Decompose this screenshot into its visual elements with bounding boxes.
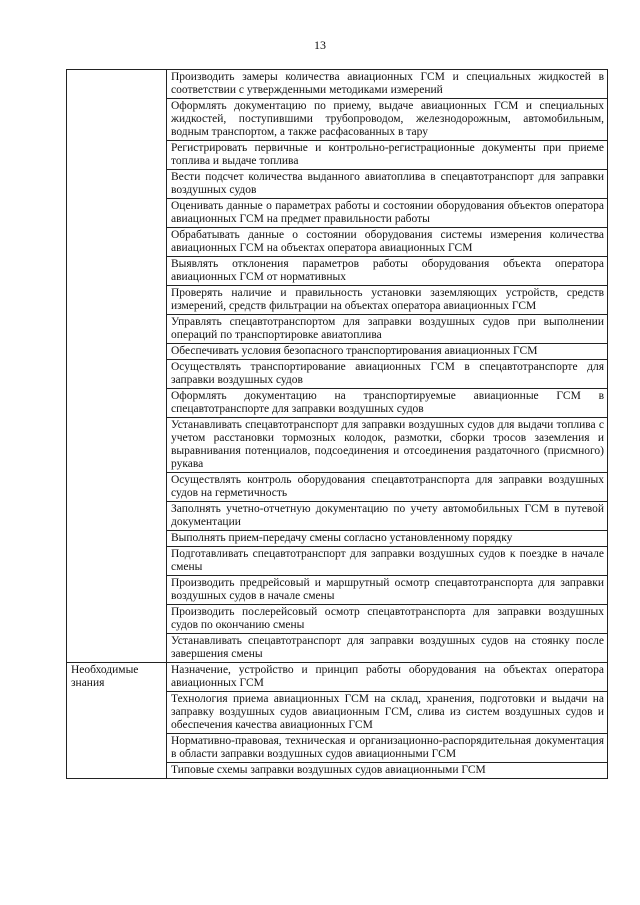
requirement-cell: Устанавливать спецавтотранспорт для заправки воздушных судов на стоянку после завершения смены	[167, 634, 608, 663]
requirement-cell: Оформлять документацию на транспортируемые авиационные ГСМ в спецавтотранспорте для заправки воздушных судов	[167, 389, 608, 418]
requirement-cell: Производить предрейсовый и маршрутный осмотр спецавтотранспорта для заправки воздушных судов в начале смены	[167, 576, 608, 605]
requirement-cell: Назначение, устройство и принцип работы оборудования на объектах оператора авиационных ГСМ	[167, 663, 608, 692]
requirement-cell: Управлять спецавтотранспортом для заправки воздушных судов при выполнении операций по транспортировке авиатоплива	[167, 315, 608, 344]
competency-table	[66, 69, 608, 779]
requirement-cell: Устанавливать спецавтотранспорт для заправки воздушных судов для выдачи топлива с учетом расстановки тормозных колодок, размотки, сборки тросов заземления и выравнивания потенциалов, подсоединения и отсоединения раздаточного (присмного) рукава	[167, 418, 608, 473]
requirement-cell: Выполнять прием-передачу смены согласно установленному порядку	[167, 531, 608, 547]
requirement-cell: Осуществлять транспортирование авиационных ГСМ в спецавтотранспорте для заправки воздушных судов	[167, 360, 608, 389]
requirement-cell: Проверять наличие и правильность установки заземляющих устройств, средств измерений, средств фильтрации на объектах оператора авиационных ГСМ	[167, 286, 608, 315]
requirement-cell: Подготавливать спецавтотранспорт для заправки воздушных судов к поездке в начале смены	[167, 547, 608, 576]
requirement-cell: Вести подсчет количества выданного авиатоплива в спецавтотранспорт для заправки воздушных судов	[167, 170, 608, 199]
section-label-cell: Необходимые знания	[67, 663, 167, 779]
table-row	[67, 663, 608, 692]
requirement-cell: Обрабатывать данные о состоянии оборудования системы измерения количества авиационных ГСМ на объектах оператора авиационных ГСМ	[167, 228, 608, 257]
requirement-cell: Оценивать данные о параметрах работы и состоянии оборудования объектов оператора авиационных ГСМ на предмет правильности работы	[167, 199, 608, 228]
page-number: 13	[314, 38, 326, 52]
requirement-cell: Оформлять документацию по приему, выдаче авиационных ГСМ и специальных жидкостей, поступившими трубопроводом, железнодорожным, автомобильным, водным транспортом, а также расфасованных в тару	[167, 99, 608, 141]
requirement-cell: Производить послерейсовый осмотр спецавтотранспорта для заправки воздушных судов по окончанию смены	[167, 605, 608, 634]
requirement-cell: Осуществлять контроль оборудования спецавтотранспорта для заправки воздушных судов на герметичность	[167, 473, 608, 502]
table-body	[67, 70, 608, 779]
section-label-cell	[67, 70, 167, 663]
requirement-cell: Технология приема авиационных ГСМ на склад, хранения, подготовки и выдачи на заправку воздушных судов авиационным ГСМ, слива из систем воздушных судов и обеспечения качества авиационных ГСМ	[167, 692, 608, 734]
requirement-cell: Нормативно-правовая, техническая и организационно-распорядительная документация в области заправки воздушных судов авиационными ГСМ	[167, 734, 608, 763]
requirement-cell: Типовые схемы заправки воздушных судов авиационными ГСМ	[167, 763, 608, 779]
requirement-cell: Выявлять отклонения параметров работы оборудования объекта оператора авиационных ГСМ от нормативных	[167, 257, 608, 286]
table-row	[67, 70, 608, 99]
requirement-cell: Обеспечивать условия безопасного транспортирования авиационных ГСМ	[167, 344, 608, 360]
requirement-cell: Заполнять учетно-отчетную документацию по учету автомобильных ГСМ в путевой документации	[167, 502, 608, 531]
requirement-cell: Регистрировать первичные и контрольно-регистрационные документы при приеме топлива и выдаче топлива	[167, 141, 608, 170]
requirement-cell: Производить замеры количества авиационных ГСМ и специальных жидкостей в соответствии с утвержденными методиками измерений	[167, 70, 608, 99]
